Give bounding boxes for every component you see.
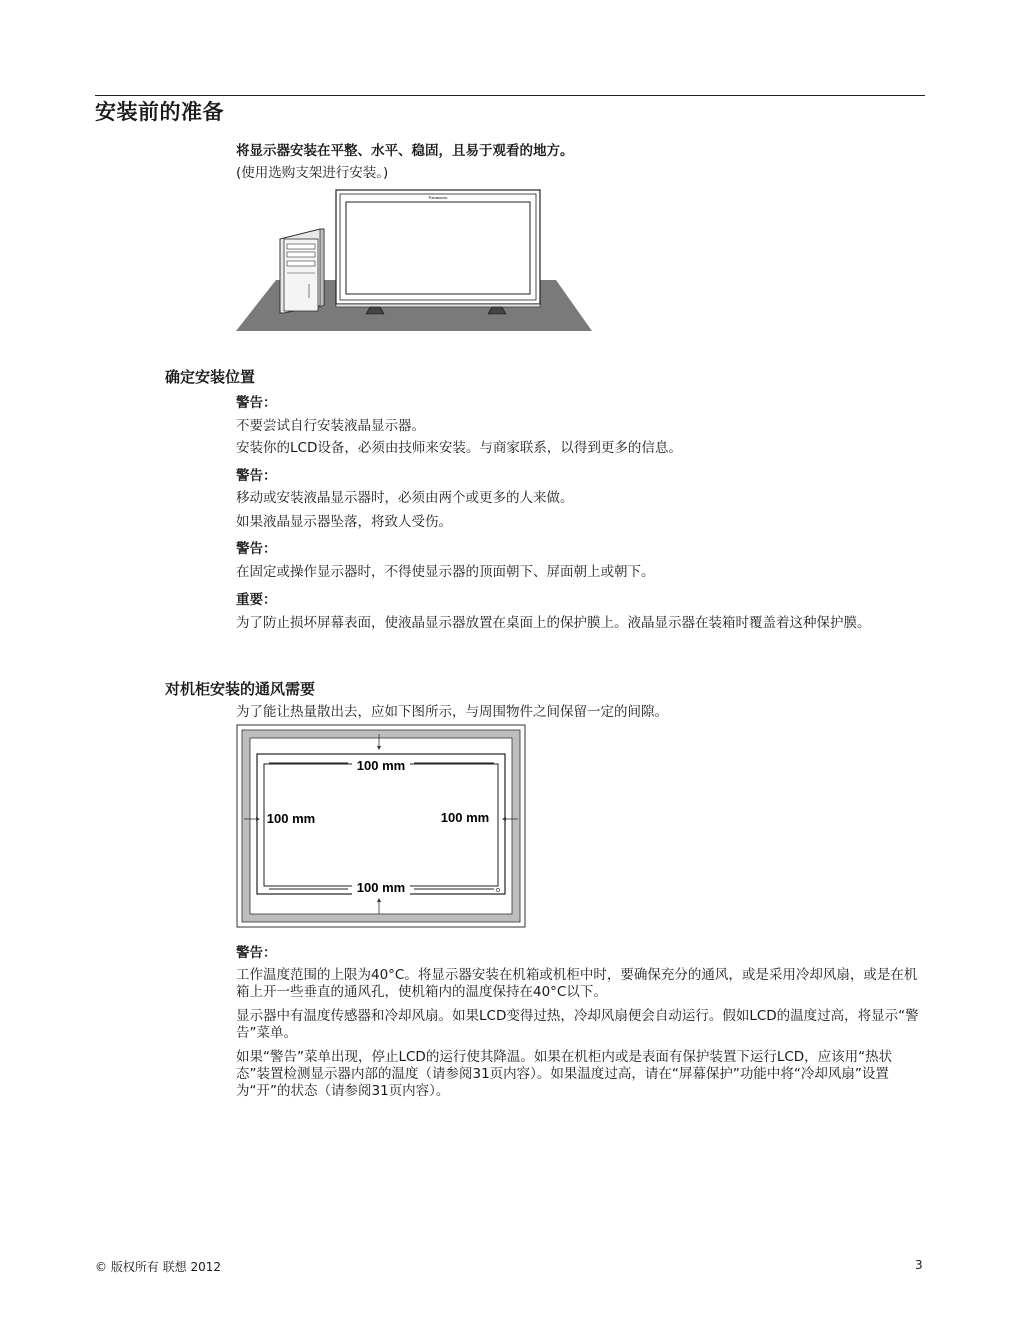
warning-text: 如果液晶显示器坠落，将致人受伤。 xyxy=(236,514,452,530)
ventilation-paragraph: 如果“警告”菜单出现，停止LCD的运行使其降温。如果在机柜内或是表面有保护装置下运行LCD，应该用“热状态”装置检测显示器内部的温度（请参阅31页内容）。如果温度过高，请在“屏幕保护”功能中将“冷却风扇”设置为“开”的状态（请参阅31页内容）。 xyxy=(236,1049,893,1099)
footer-copyright: © 版权所有 联想 2012 xyxy=(95,1260,221,1274)
warning-text: 不要尝试自行安装液晶显示器。 xyxy=(236,418,425,434)
dim-label-right: 100 mm xyxy=(440,810,490,825)
dim-label-top: 100 mm xyxy=(356,758,406,773)
dim-label-left: 100 mm xyxy=(266,811,316,826)
monitor-icon xyxy=(336,190,540,314)
section-heading-ventilation: 对机柜安装的通风需要 xyxy=(165,680,316,698)
intro-bold-line: 将显示器安装在平整、水平、稳固，且易于观看的地方。 xyxy=(236,143,574,159)
intro-note: (使用选购支架进行安装。) xyxy=(236,165,389,181)
installation-illustration xyxy=(236,188,596,334)
clearance-diagram xyxy=(236,724,528,930)
pc-tower-icon xyxy=(280,229,324,313)
dim-label-bottom: 100 mm xyxy=(356,880,406,895)
ventilation-paragraph: 显示器中有温度传感器和冷却风扇。如果LCD变得过热，冷却风扇便会自动运行。假如LCD的温度过高，将显示“警告”菜单。 xyxy=(236,1008,919,1041)
warning-text: 移动或安装液晶显示器时，必须由两个或更多的人来做。 xyxy=(236,490,574,506)
ventilation-intro: 为了能让热量散出去，应如下图所示，与周围物件之间保留一定的间隙。 xyxy=(236,704,668,720)
important-text: 为了防止损坏屏幕表面，使液晶显示器放置在桌面上的保护膜上。液晶显示器在装箱时覆盖着这种保护膜。 xyxy=(236,615,871,631)
warning-label: 警告： xyxy=(236,945,277,961)
warning-text: 安装你的LCD设备，必须由技师来安装。与商家联系，以得到更多的信息。 xyxy=(236,440,682,456)
important-label: 重要： xyxy=(236,592,277,608)
ventilation-paragraph: 工作温度范围的上限为40°C。将显示器安装在机箱或机柜中时，要确保充分的通风，或是采用冷却风扇，或是在机箱上开一些垂直的通风孔，使机箱内的温度保持在40°C以下。 xyxy=(236,967,918,1000)
monitor-brand: Panasonic xyxy=(428,195,448,200)
page-number: 3 xyxy=(915,1258,923,1272)
warning-text: 在固定或操作显示器时，不得使显示器的顶面朝下、屏面朝上或朝下。 xyxy=(236,564,655,580)
warning-label: 警告： xyxy=(236,541,277,557)
page-title: 安装前的准备 xyxy=(95,100,224,124)
section-heading-placement: 确定安装位置 xyxy=(165,368,256,386)
warning-label: 警告： xyxy=(236,468,277,484)
warning-label: 警告： xyxy=(236,395,277,411)
